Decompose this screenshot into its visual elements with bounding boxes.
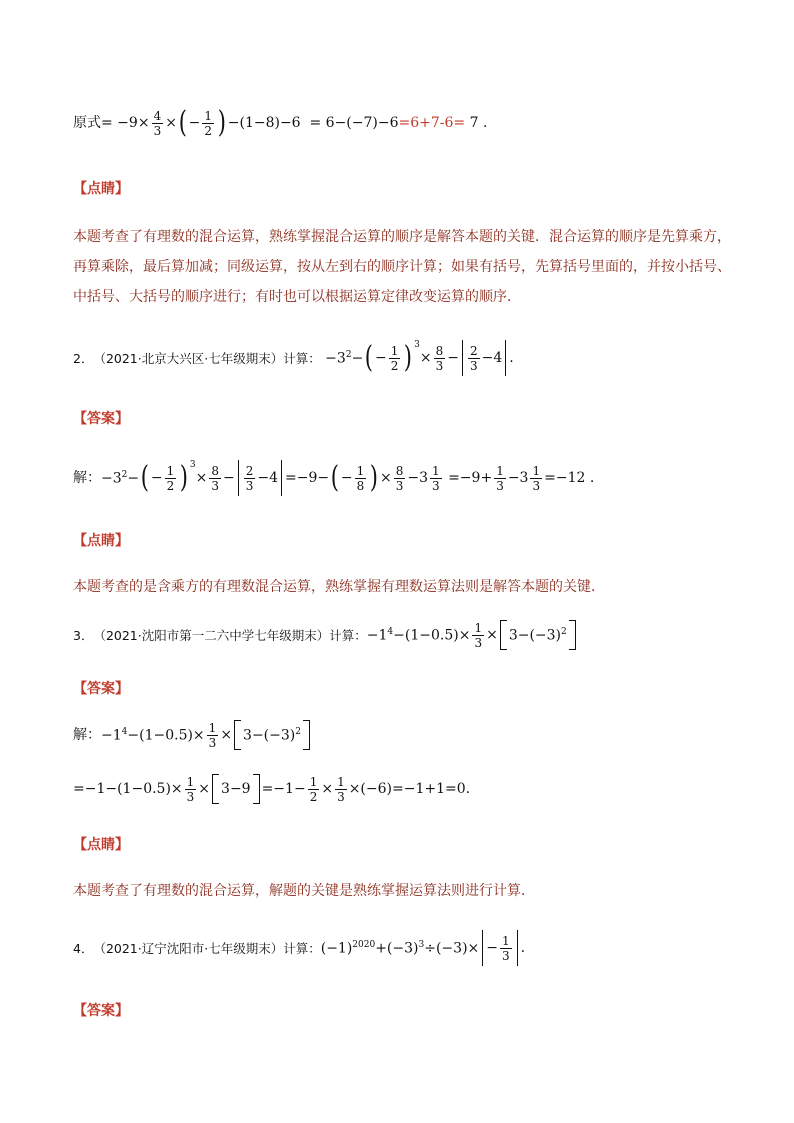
answer1-formula: 原式 = −9× $\frac{4}{3}$ × ( − $\frac{1}{2}$ ) −(1−8)−6 = 6−(−7)−6 =6+7-6= 7 .	[73, 105, 488, 140]
answer1-line	[73, 105, 488, 140]
analysis1-line-2: 再算乘除，最后算加减；同级运算，按从左到右的顺序计算；如果有括号，先算括号里面的，并按小括号、	[73, 259, 731, 275]
fraction: $\frac{1}{8}$	[356, 463, 365, 493]
question4-number: 4．	[73, 941, 94, 956]
fraction: $\frac{1}{3}$	[474, 620, 483, 650]
question3-source: （2021·沈阳市第一二六中学七年级期末）	[93, 628, 330, 643]
analysis1-line-3: 中括号、大括号的顺序进行；有时也可以根据运算定律改变运算的顺序．	[73, 289, 521, 305]
dianjing-label-1: 【点睛】	[73, 181, 129, 197]
fraction: $\frac{1}{2}$	[166, 463, 175, 493]
answer2-line: 解： $-3^2-$ ( − $\frac{1}{2}$ ) $^3$ × $\frac{8}{3}$ − $\frac{2}{3}$ −4 =−9− ( − $\frac{1}{8}$ ) × $\frac{8}{3}$ −3 $\frac{1}{3}$ =−9+ $\frac{1}{3}$ −3 $\frac{1}{3}$ =−12 .	[73, 460, 595, 495]
fraction: $\frac{2}{3}$	[469, 343, 478, 373]
question2-ask: 计算：	[283, 351, 321, 366]
daan-label-3: 【答案】	[73, 681, 129, 697]
fraction: $\frac{1}{3}$	[532, 463, 541, 493]
fraction: $\frac{1}{2}$	[390, 343, 399, 373]
period: .	[483, 115, 488, 131]
answer1-red-step: =6+7-6=	[398, 115, 466, 131]
answer3-line-1: 解： $-1^4-(1-0.5)\times$ $\frac{1}{3}$ × $3-(-3)^2$	[73, 720, 312, 750]
analysis3: 本题考查了有理数的混合运算，解题的关键是熟练掌握运算法则进行计算．	[73, 883, 535, 899]
question2-source: （2021·北京大兴区·七年级期末）	[93, 351, 284, 366]
fraction: $\frac{1}{3}$	[337, 774, 345, 804]
answer3-line-2: =−1−(1−0.5)× $\frac{1}{3}$ × 3−9 =−1− $\frac{1}{2}$ × $\frac{1}{3}$ ×(−6)=−1+1=0.	[73, 774, 471, 804]
question2: 2． （2021·北京大兴区·七年级期末） 计算： $-3^2-$ ( − $\frac{1}{2}$ ) $^3$ × $\frac{8}{3}$ − $\frac{2}{3}$ −4 .	[73, 340, 514, 375]
analysis1-line-1: 本题考查了有理数的混合运算，熟练掌握混合运算的顺序是解答本题的关键．混合运算的顺序是先算乘方，	[73, 229, 731, 245]
question3: 3． （2021·沈阳市第一二六中学七年级期末） 计算： $-1^4-(1-0.5)\times$ $\frac{1}{3}$ × $3-(-3)^2$	[73, 620, 578, 650]
fraction: $\frac{1}{2}$	[204, 108, 213, 138]
analysis2: 本题考查的是含乘方的有理数混合运算，熟练掌握有理数运算法则是解答本题的关键．	[73, 579, 605, 595]
dianjing-label-3: 【点睛】	[73, 837, 129, 853]
fraction: $\frac{2}{3}$	[245, 463, 254, 493]
answer3-prefix: 解：	[73, 727, 101, 743]
question2-number: 2．	[73, 351, 94, 366]
question4: 4． （2021·辽宁沈阳市·七年级期末） 计算： $(-1)^{2020}+(-3)^3\div(-3)\times$ − $\frac{1}{3}$ .	[73, 930, 525, 966]
dianjing-label-2: 【点睛】	[73, 533, 129, 549]
fraction: $\frac{1}{3}$	[496, 463, 504, 493]
fraction: $\frac{1}{2}$	[309, 774, 318, 804]
daan-label-2: 【答案】	[73, 411, 129, 427]
fraction: $\frac{4}{3}$	[153, 108, 162, 138]
fraction: $\frac{1}{3}$	[208, 720, 217, 750]
fraction: $\frac{8}{3}$	[435, 343, 444, 373]
question3-ask: 计算：	[329, 628, 367, 643]
fraction: $\frac{1}{3}$	[186, 774, 195, 804]
question4-source: （2021·辽宁沈阳市·七年级期末）	[93, 941, 284, 956]
answer2-prefix: 解：	[73, 470, 101, 486]
fraction: $\frac{8}{3}$	[211, 463, 220, 493]
fraction: $\frac{8}{3}$	[395, 463, 404, 493]
answer1-result: 7	[469, 115, 479, 131]
fraction: $\frac{1}{3}$	[502, 933, 510, 963]
question4-ask: 计算：	[283, 941, 321, 956]
daan-label-4: 【答案】	[73, 1003, 129, 1019]
answer1-prefix: 原式	[73, 115, 101, 131]
fraction: $\frac{1}{3}$	[431, 463, 440, 493]
question3-number: 3．	[73, 628, 94, 643]
